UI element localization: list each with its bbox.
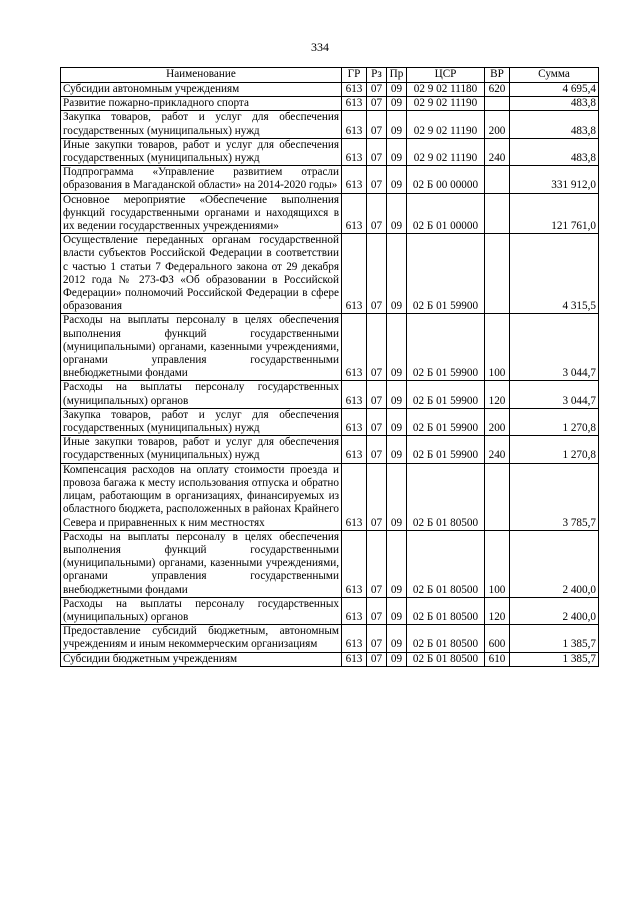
cell-csr: 02 Б 01 59900 (407, 408, 485, 435)
cell-name: Расходы на выплаты персоналу государственных (муниципальных) органов (61, 597, 342, 624)
cell-gr: 613 (342, 436, 367, 463)
cell-vr: 120 (485, 381, 510, 408)
cell-rz: 07 (367, 652, 387, 666)
table-row (61, 138, 599, 165)
header-gr: ГР (342, 68, 367, 83)
cell-sum: 1 385,7 (510, 625, 599, 652)
cell-vr: 620 (485, 83, 510, 97)
cell-vr: 200 (485, 111, 510, 138)
cell-gr: 613 (342, 193, 367, 234)
header-csr: ЦСР (407, 68, 485, 83)
cell-gr: 613 (342, 166, 367, 193)
cell-csr: 02 9 02 11190 (407, 138, 485, 165)
cell-sum: 331 912,0 (510, 166, 599, 193)
cell-gr: 613 (342, 111, 367, 138)
cell-name: Основное мероприятие «Обеспечение выполнения функций государственными органами и находящихся в их ведении государственных учреждениями» (61, 193, 342, 234)
cell-gr: 613 (342, 625, 367, 652)
cell-csr: 02 9 02 11180 (407, 83, 485, 97)
cell-vr: 240 (485, 436, 510, 463)
cell-sum: 1 270,8 (510, 436, 599, 463)
cell-gr: 613 (342, 97, 367, 111)
table-row (61, 408, 599, 435)
cell-sum: 2 400,0 (510, 530, 599, 597)
cell-vr (485, 463, 510, 530)
table-row (61, 193, 599, 234)
cell-gr: 613 (342, 314, 367, 381)
cell-pr: 09 (387, 408, 407, 435)
cell-vr: 600 (485, 625, 510, 652)
cell-vr: 610 (485, 652, 510, 666)
cell-vr (485, 97, 510, 111)
cell-name: Развитие пожарно-прикладного спорта (61, 97, 342, 111)
table-body (61, 83, 599, 667)
cell-gr: 613 (342, 234, 367, 314)
cell-vr (485, 193, 510, 234)
cell-gr: 613 (342, 138, 367, 165)
cell-rz: 07 (367, 408, 387, 435)
header-sum: Сумма (510, 68, 599, 83)
cell-sum: 4 315,5 (510, 234, 599, 314)
cell-sum: 4 695,4 (510, 83, 599, 97)
cell-name: Расходы на выплаты персоналу государственных (муниципальных) органов (61, 381, 342, 408)
cell-gr: 613 (342, 463, 367, 530)
table-row (61, 652, 599, 666)
cell-csr: 02 Б 01 59900 (407, 234, 485, 314)
page-number: 334 (311, 40, 329, 54)
cell-vr: 100 (485, 314, 510, 381)
table-row (61, 83, 599, 97)
cell-rz: 07 (367, 463, 387, 530)
table-header-row (61, 68, 599, 83)
cell-pr: 09 (387, 234, 407, 314)
cell-pr: 09 (387, 314, 407, 381)
cell-sum: 3 785,7 (510, 463, 599, 530)
cell-rz: 07 (367, 97, 387, 111)
table-row (61, 97, 599, 111)
cell-rz: 07 (367, 530, 387, 597)
cell-rz: 07 (367, 314, 387, 381)
cell-csr: 02 Б 01 80500 (407, 463, 485, 530)
cell-pr: 09 (387, 597, 407, 624)
cell-vr: 240 (485, 138, 510, 165)
cell-csr: 02 Б 01 80500 (407, 652, 485, 666)
cell-gr: 613 (342, 408, 367, 435)
cell-csr: 02 Б 01 59900 (407, 381, 485, 408)
budget-table (60, 67, 599, 667)
cell-gr: 613 (342, 381, 367, 408)
cell-pr: 09 (387, 166, 407, 193)
cell-gr: 613 (342, 530, 367, 597)
cell-rz: 07 (367, 381, 387, 408)
cell-sum: 3 044,7 (510, 381, 599, 408)
table-row (61, 530, 599, 597)
cell-pr: 09 (387, 381, 407, 408)
cell-pr: 09 (387, 530, 407, 597)
cell-rz: 07 (367, 166, 387, 193)
cell-csr: 02 Б 00 00000 (407, 166, 485, 193)
cell-pr: 09 (387, 436, 407, 463)
cell-sum: 2 400,0 (510, 597, 599, 624)
cell-pr: 09 (387, 625, 407, 652)
cell-sum: 121 761,0 (510, 193, 599, 234)
cell-rz: 07 (367, 193, 387, 234)
cell-csr: 02 Б 01 80500 (407, 597, 485, 624)
cell-name: Расходы на выплаты персоналу в целях обеспечения выполнения функций государственными (муниципальными) органами, казенными учреждениями, органами управления государственными внебюджетными фондами (61, 530, 342, 597)
cell-name: Иные закупки товаров, работ и услуг для обеспечения государственных (муниципальных) нужд (61, 436, 342, 463)
cell-csr: 02 Б 01 00000 (407, 193, 485, 234)
cell-name: Компенсация расходов на оплату стоимости проезда и провоза багажа к месту использования отпуска и обратно лицам, работающим в организациях, финансируемых из областного бюджета, расположенных в районах Крайнего Севера и приравненных к ним местностях (61, 463, 342, 530)
cell-csr: 02 Б 01 59900 (407, 436, 485, 463)
cell-pr: 09 (387, 138, 407, 165)
header-name: Наименование (61, 68, 342, 83)
cell-csr: 02 Б 01 59900 (407, 314, 485, 381)
cell-name: Расходы на выплаты персоналу в целях обеспечения выполнения функций государственными (муниципальными) органами, казенными учреждениями, органами управления государственными внебюджетными фондами (61, 314, 342, 381)
cell-sum: 483,8 (510, 97, 599, 111)
cell-pr: 09 (387, 111, 407, 138)
cell-csr: 02 9 02 11190 (407, 111, 485, 138)
table-row (61, 463, 599, 530)
cell-sum: 483,8 (510, 138, 599, 165)
cell-rz: 07 (367, 83, 387, 97)
table-row (61, 597, 599, 624)
table-row (61, 111, 599, 138)
header-vr: ВР (485, 68, 510, 83)
cell-rz: 07 (367, 111, 387, 138)
cell-sum: 1 270,8 (510, 408, 599, 435)
cell-vr (485, 166, 510, 193)
cell-name: Осуществление переданных органам государственной власти субъектов Российской Федерации в соответствии с частью 1 статьи 7 Федерального закона от 29 декабря 2012 года № 273-ФЗ «Об образовании в Российской Федерации» полномочий Российской Федерации в сфере образования (61, 234, 342, 314)
table-row (61, 166, 599, 193)
cell-name: Субсидии автономным учреждениям (61, 83, 342, 97)
cell-pr: 09 (387, 652, 407, 666)
cell-pr: 09 (387, 97, 407, 111)
cell-gr: 613 (342, 83, 367, 97)
cell-csr: 02 9 02 11190 (407, 97, 485, 111)
cell-vr: 200 (485, 408, 510, 435)
cell-name: Подпрограмма «Управление развитием отрасли образования в Магаданской области» на 2014-2020 годы» (61, 166, 342, 193)
cell-name: Закупка товаров, работ и услуг для обеспечения государственных (муниципальных) нужд (61, 111, 342, 138)
cell-vr: 100 (485, 530, 510, 597)
cell-rz: 07 (367, 597, 387, 624)
cell-name: Иные закупки товаров, работ и услуг для обеспечения государственных (муниципальных) нужд (61, 138, 342, 165)
cell-sum: 483,8 (510, 111, 599, 138)
cell-rz: 07 (367, 436, 387, 463)
cell-rz: 07 (367, 234, 387, 314)
cell-vr: 120 (485, 597, 510, 624)
cell-csr: 02 Б 01 80500 (407, 530, 485, 597)
cell-pr: 09 (387, 463, 407, 530)
table-row (61, 436, 599, 463)
cell-name: Закупка товаров, работ и услуг для обеспечения государственных (муниципальных) нужд (61, 408, 342, 435)
cell-sum: 3 044,7 (510, 314, 599, 381)
cell-gr: 613 (342, 597, 367, 624)
cell-sum: 1 385,7 (510, 652, 599, 666)
cell-rz: 07 (367, 138, 387, 165)
header-pr: Пр (387, 68, 407, 83)
table-row (61, 234, 599, 314)
cell-name: Субсидии бюджетным учреждениям (61, 652, 342, 666)
table-row (61, 314, 599, 381)
cell-rz: 07 (367, 625, 387, 652)
cell-pr: 09 (387, 83, 407, 97)
cell-gr: 613 (342, 652, 367, 666)
table-row (61, 625, 599, 652)
cell-csr: 02 Б 01 80500 (407, 625, 485, 652)
cell-pr: 09 (387, 193, 407, 234)
cell-vr (485, 234, 510, 314)
table-row (61, 381, 599, 408)
header-rz: Рз (367, 68, 387, 83)
cell-name: Предоставление субсидий бюджетным, автономным учреждениям и иным некоммерческим организациям (61, 625, 342, 652)
